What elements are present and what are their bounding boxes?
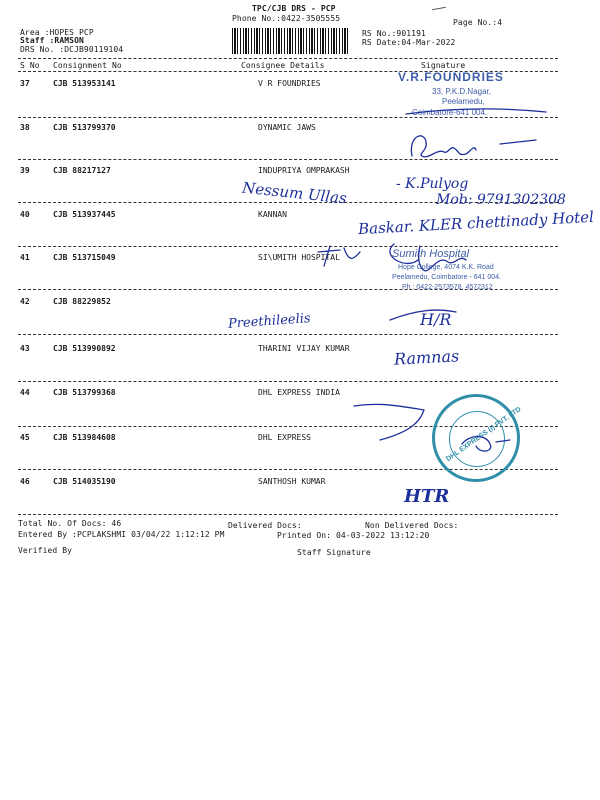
table-row <box>20 344 560 356</box>
stamp-address-line: Peelamedu, Coimbatore - 641 004. <box>392 274 501 281</box>
area-label: Area :HOPES PCP <box>20 28 94 37</box>
row-consignment: CJB 513990892 <box>53 344 116 353</box>
row-consignee: SI\UMITH HOSPITAL <box>258 253 340 262</box>
non-delivered-docs: Non Delivered Docs: <box>365 521 459 530</box>
row-sno: 39 <box>20 166 30 175</box>
stamp-address-line: 33, P.K.D.Nagar, <box>432 87 491 96</box>
row-consignment: CJB 513799370 <box>53 123 116 132</box>
dhl-stamp-signature <box>456 430 516 460</box>
row-consignment: CJB 514035190 <box>53 477 116 486</box>
row-sno: 46 <box>20 477 30 486</box>
row46-signature-handwriting: HTR <box>404 486 450 507</box>
drs-number: DRS No. :DCJB90119104 <box>20 45 124 54</box>
rs-number: RS No.:901191 <box>362 29 426 38</box>
row-consignment: CJB 513937445 <box>53 210 116 219</box>
row-divider <box>18 381 558 382</box>
row-consignee: V R FOUNDRIES <box>258 79 321 88</box>
report-title: TPC/CJB DRS - PCP <box>252 4 336 13</box>
rs-date: RS Date:04-Mar-2022 <box>362 38 456 47</box>
row-sno: 42 <box>20 297 30 306</box>
row-sno: 41 <box>20 253 30 262</box>
row43-signature-handwriting: Ramnas <box>393 346 460 369</box>
row-consignment: CJB 88229852 <box>53 297 111 306</box>
entered-by: Entered By :PCPLAKSHMI 03/04/22 1:12:12 PM <box>18 530 225 539</box>
row39-note-handwriting: - K.Pulyog <box>396 176 469 192</box>
staff-signature: Staff Signature <box>297 548 371 557</box>
stamp-address-line: Hope College, 4074 K.K. Road <box>398 264 494 271</box>
row-consignee: INDUPRIYA OMPRAKASH <box>258 166 350 175</box>
stamp-phone-line: Ph : 0422-2573578, 4572312 <box>402 284 493 291</box>
row-sno: 37 <box>20 79 30 88</box>
staff-label: Staff :RAMSON <box>20 36 84 45</box>
row-consignee: DHL EXPRESS INDIA <box>258 388 340 397</box>
row-divider <box>18 334 558 335</box>
row-consignment: CJB 513953141 <box>53 79 116 88</box>
stamp-ring-text: DHL EXPRESS (I) PVT. LTD <box>445 405 523 464</box>
row-consignee: SANTHOSH KUMAR <box>258 477 326 486</box>
row42-signature-handwriting: Preethileelis <box>227 311 312 332</box>
verified-by: Verified By <box>18 546 73 555</box>
row40-note-handwriting: Baskar. KLER chettinady Hotel <box>357 207 595 239</box>
row-sno: 43 <box>20 344 30 353</box>
table-row <box>20 297 560 309</box>
row-consignment: CJB 513799368 <box>53 388 116 397</box>
stamp-company-name: V.R.FOUNDRIES <box>398 70 504 84</box>
row-sno: 44 <box>20 388 30 397</box>
row-consignee: KANNAN <box>258 210 287 219</box>
total-docs: Total No. Of Docs: 46 <box>18 519 122 528</box>
stamp-address-line: Coimbatore-641 004. <box>412 108 488 117</box>
row41-signature <box>310 226 550 286</box>
row-consignee: DHL EXPRESS <box>258 433 311 442</box>
vr-foundries-stamp <box>396 70 556 122</box>
row39-mobile-handwriting: Mob: 9791302308 <box>436 192 566 208</box>
row-consignee: THARINI VIJAY KUMAR <box>258 344 350 353</box>
col-sno: S No <box>20 61 40 70</box>
row39-name-handwriting: Nessum Ullas <box>241 178 348 208</box>
row42-hr-handwriting: H/R <box>420 310 452 329</box>
header-divider-top <box>18 58 558 59</box>
col-consignment: Consignment No <box>53 61 122 70</box>
row-consignment: CJB 88217127 <box>53 166 111 175</box>
col-consignee: Consignee Details <box>241 61 325 70</box>
stamp-address-line: Peelamedu, <box>442 97 485 106</box>
row-sno: 38 <box>20 123 30 132</box>
row-consignee: DYNAMIC JAWS <box>258 123 316 132</box>
table-row <box>20 166 560 178</box>
delivered-docs: Delivered Docs: <box>228 521 302 530</box>
row-consignment: CJB 513715049 <box>53 253 116 262</box>
page-number: Page No.:4 <box>453 18 503 27</box>
row-sno: 45 <box>20 433 30 442</box>
row-sno: 40 <box>20 210 30 219</box>
row38-signature <box>404 126 554 166</box>
barcode <box>232 28 350 54</box>
vr-signature-scribble <box>396 70 556 122</box>
phone-number: Phone No.:0422-3505555 <box>232 14 341 23</box>
row-consignment: CJB 513984608 <box>53 433 116 442</box>
printed-on: Printed On: 04-03-2022 13:12:20 <box>277 531 430 540</box>
pen-mark <box>432 7 446 11</box>
col-signature: Signature <box>421 61 466 70</box>
stamp-hospital-name: Sumith Hospital <box>392 248 470 260</box>
row-divider <box>18 514 558 515</box>
